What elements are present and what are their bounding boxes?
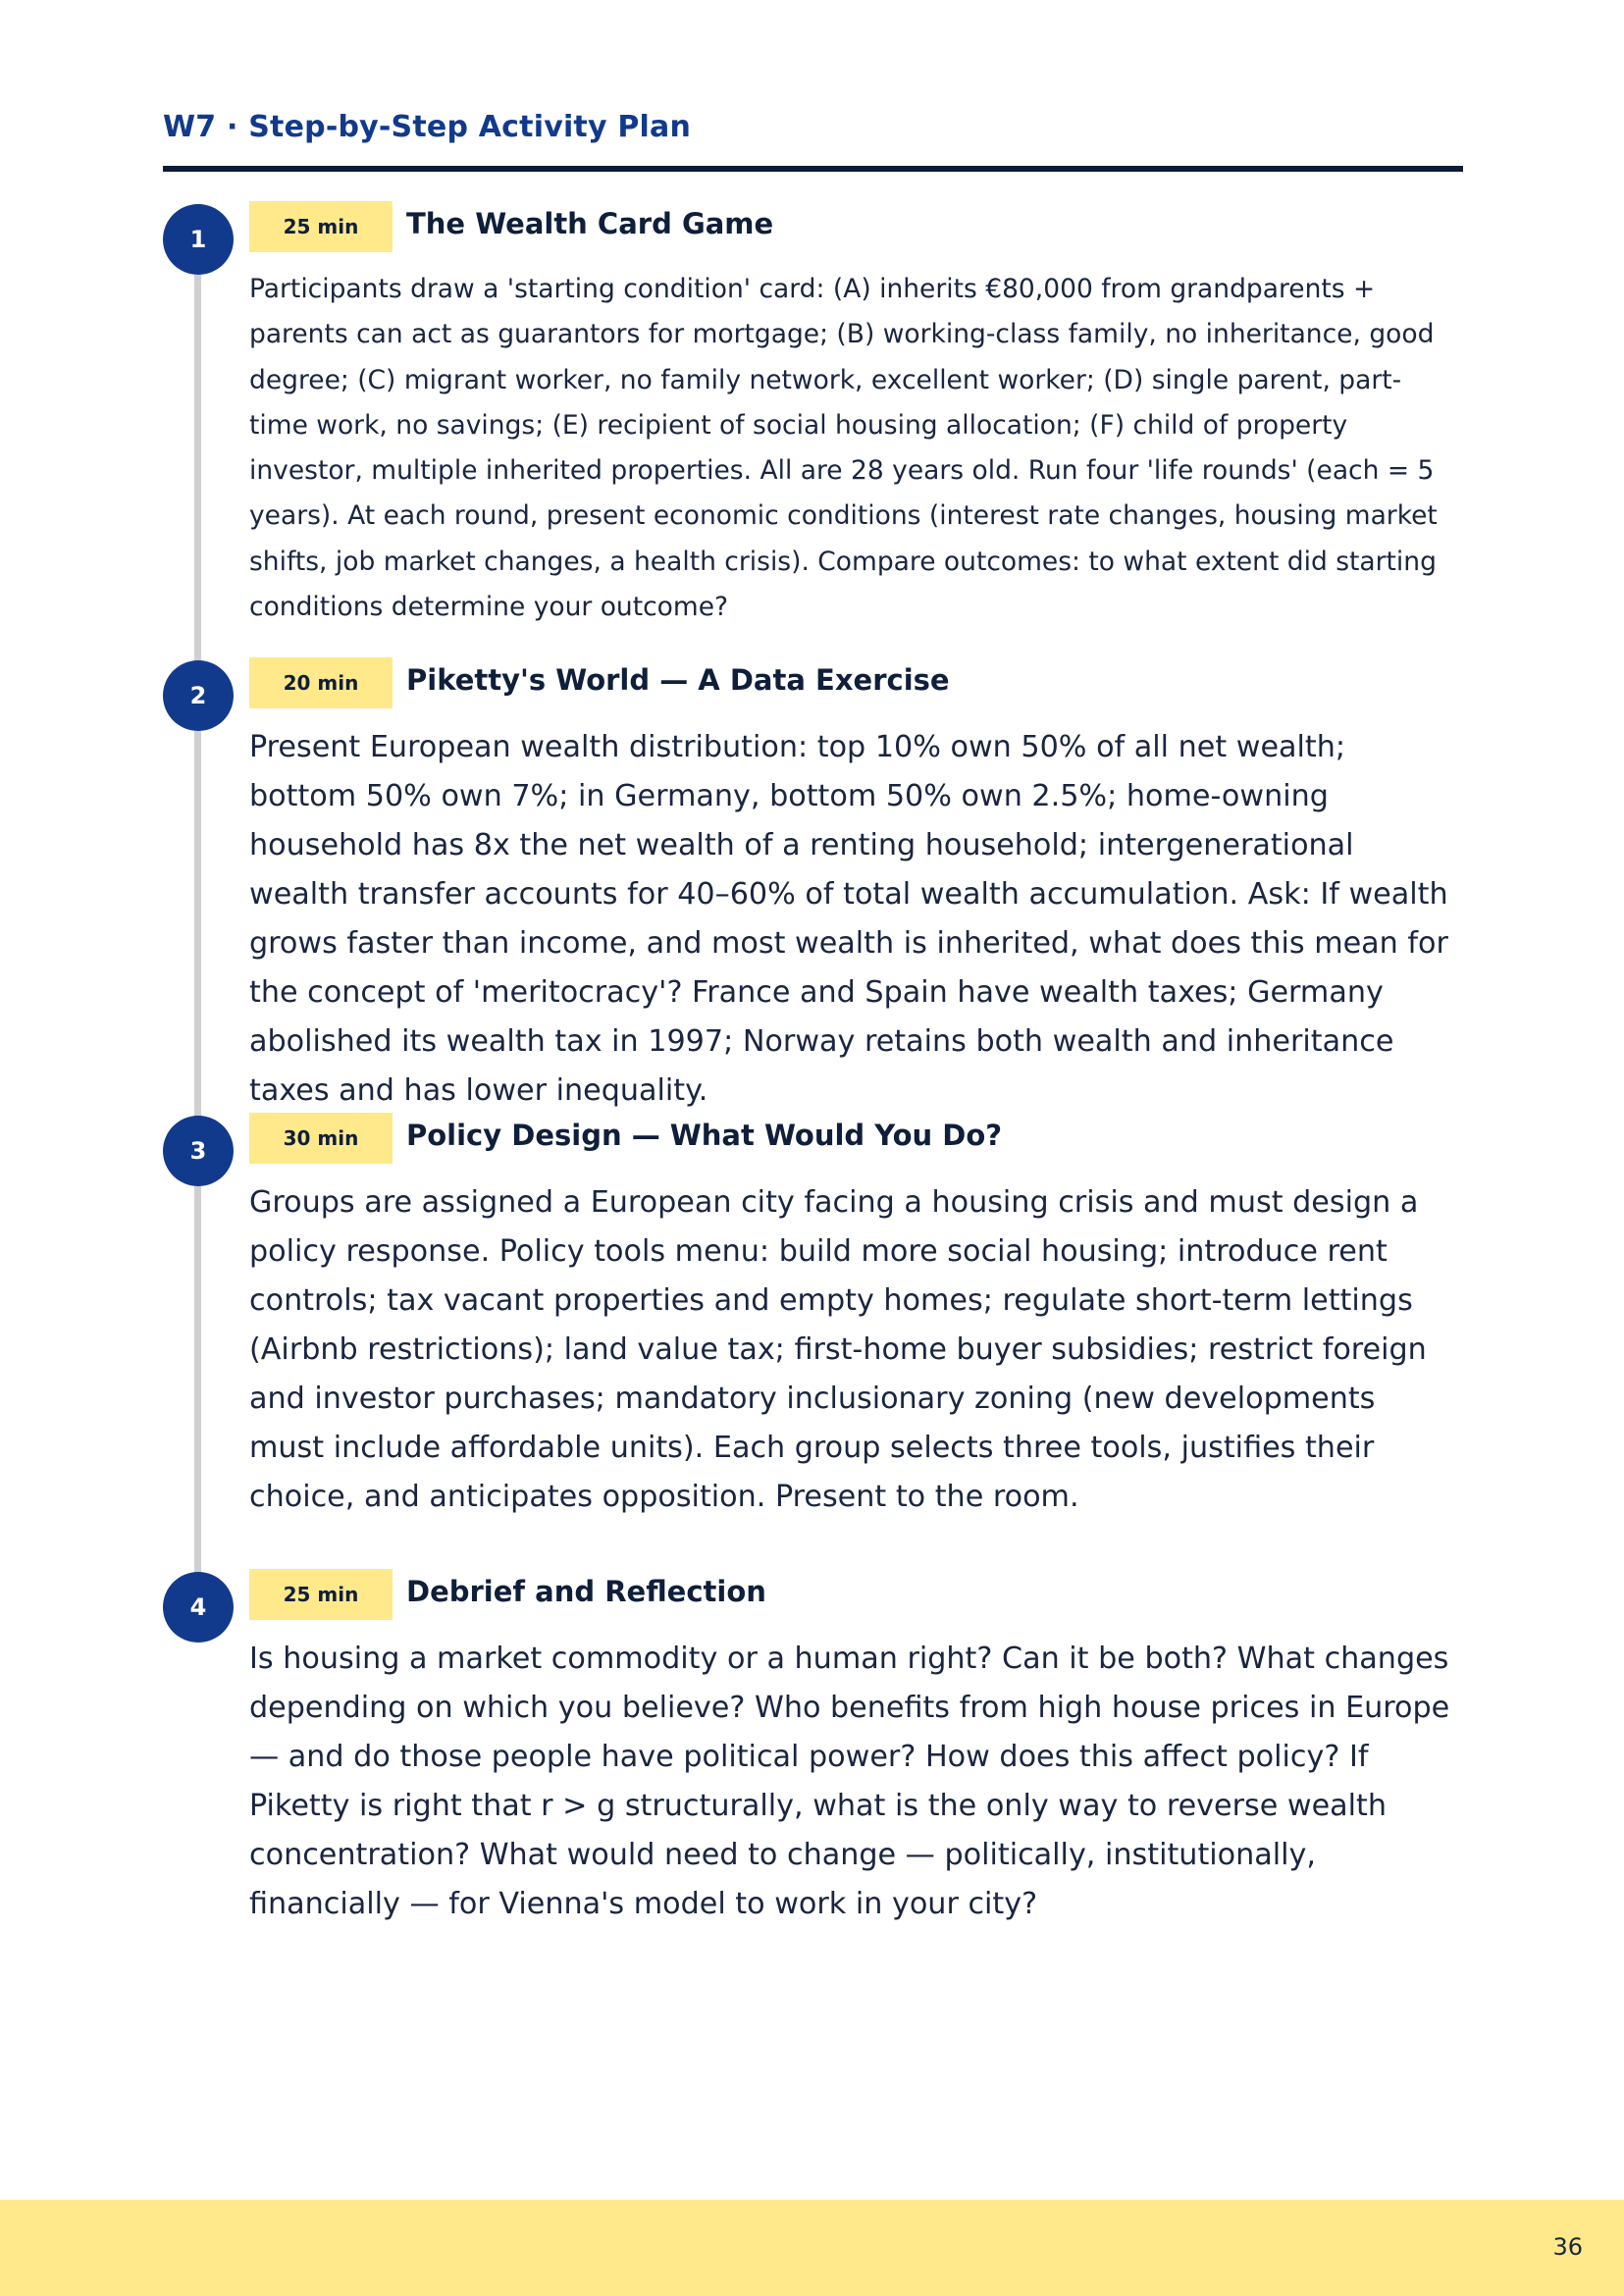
step-title: Policy Design — What Would You Do? [406,1119,1003,1152]
step-number-badge: 1 [163,204,234,275]
duration-badge: 25 min [249,201,393,252]
step-number-badge: 4 [163,1572,234,1643]
duration-badge: 25 min [249,1569,393,1620]
duration-badge: 30 min [249,1113,393,1164]
header-divider [163,166,1463,172]
duration-badge: 20 min [249,657,393,708]
section-title: W7 · Step-by-Step Activity Plan [163,110,692,144]
step-description: Is housing a market commodity or a human right? Can it be both? What changes depending on which you believe? Who benefits from high house prices in Europe — and do those people have political power? How does this affect policy? If Piketty is right that r > g structurally, what is the only way to reverse wealth concentration? What would need to change — politically, institutionally, financially — for Vienna's model to work in your city? [249,1642,1450,1921]
step-title: Piketty's World — A Data Exercise [406,663,950,697]
timeline-connector [194,731,201,1117]
step-description: Groups are assigned a European city facing a housing crisis and must design a policy response. Policy tools menu: build more social housing; introduce rent controls; tax vacant properties and empty homes; regulate short-term lettings (Airbnb restrictions); land value tax; first-home buyer subsidies; restrict foreign and investor purchases; mandatory inclusionary zoning (new developments must include affordable units). Each group selects three tools, justifies their choice, and anticipates opposition. Present to the room. [249,1185,1427,1514]
step-description: Present European wealth distribution: top 10% own 50% of all net wealth; bottom 50% own 7%; in Germany, bottom 50% own 2.5%; home-owning household has 8x the net wealth of a renting household; intergenerational wealth transfer accounts for 40–60% of total wealth accumulation. Ask: If wealth grows faster than income, and most wealth is inherited, what does this mean for the concept of 'meritocracy'? France and Spain have wealth taxes; Germany abolished its wealth tax in 1997; Norway retains both wealth and inheritance taxes and has lower inequality. [249,730,1448,1108]
step-number-badge: 2 [163,660,234,731]
step-title: The Wealth Card Game [406,207,774,240]
timeline-connector [194,1186,201,1572]
step-title: Debrief and Reflection [406,1575,766,1608]
timeline-connector [194,275,201,661]
page-number: 36 [1552,2233,1583,2261]
page-footer [0,2200,1624,2296]
step-description: Participants draw a 'starting condition' card: (A) inherits €80,000 from grandparents + parents can act as guarantors for mortgage; (B) working-class family, no inheritance, good degree; (C) migrant worker, no family network, excellent worker; (D) single parent, part-time work, no savings; (E) recipient of social housing allocation; (F) child of property investor, multiple inherited properties. All are 28 years old. Run four 'life rounds' (each = 5 years). At each round, present economic conditions (interest rate changes, housing market shifts, job market changes, a health crisis). Compare outcomes: to what extent did starting conditions determine your outcome? [249,274,1438,623]
page-header [163,106,1463,175]
step-number-badge: 3 [163,1116,234,1186]
